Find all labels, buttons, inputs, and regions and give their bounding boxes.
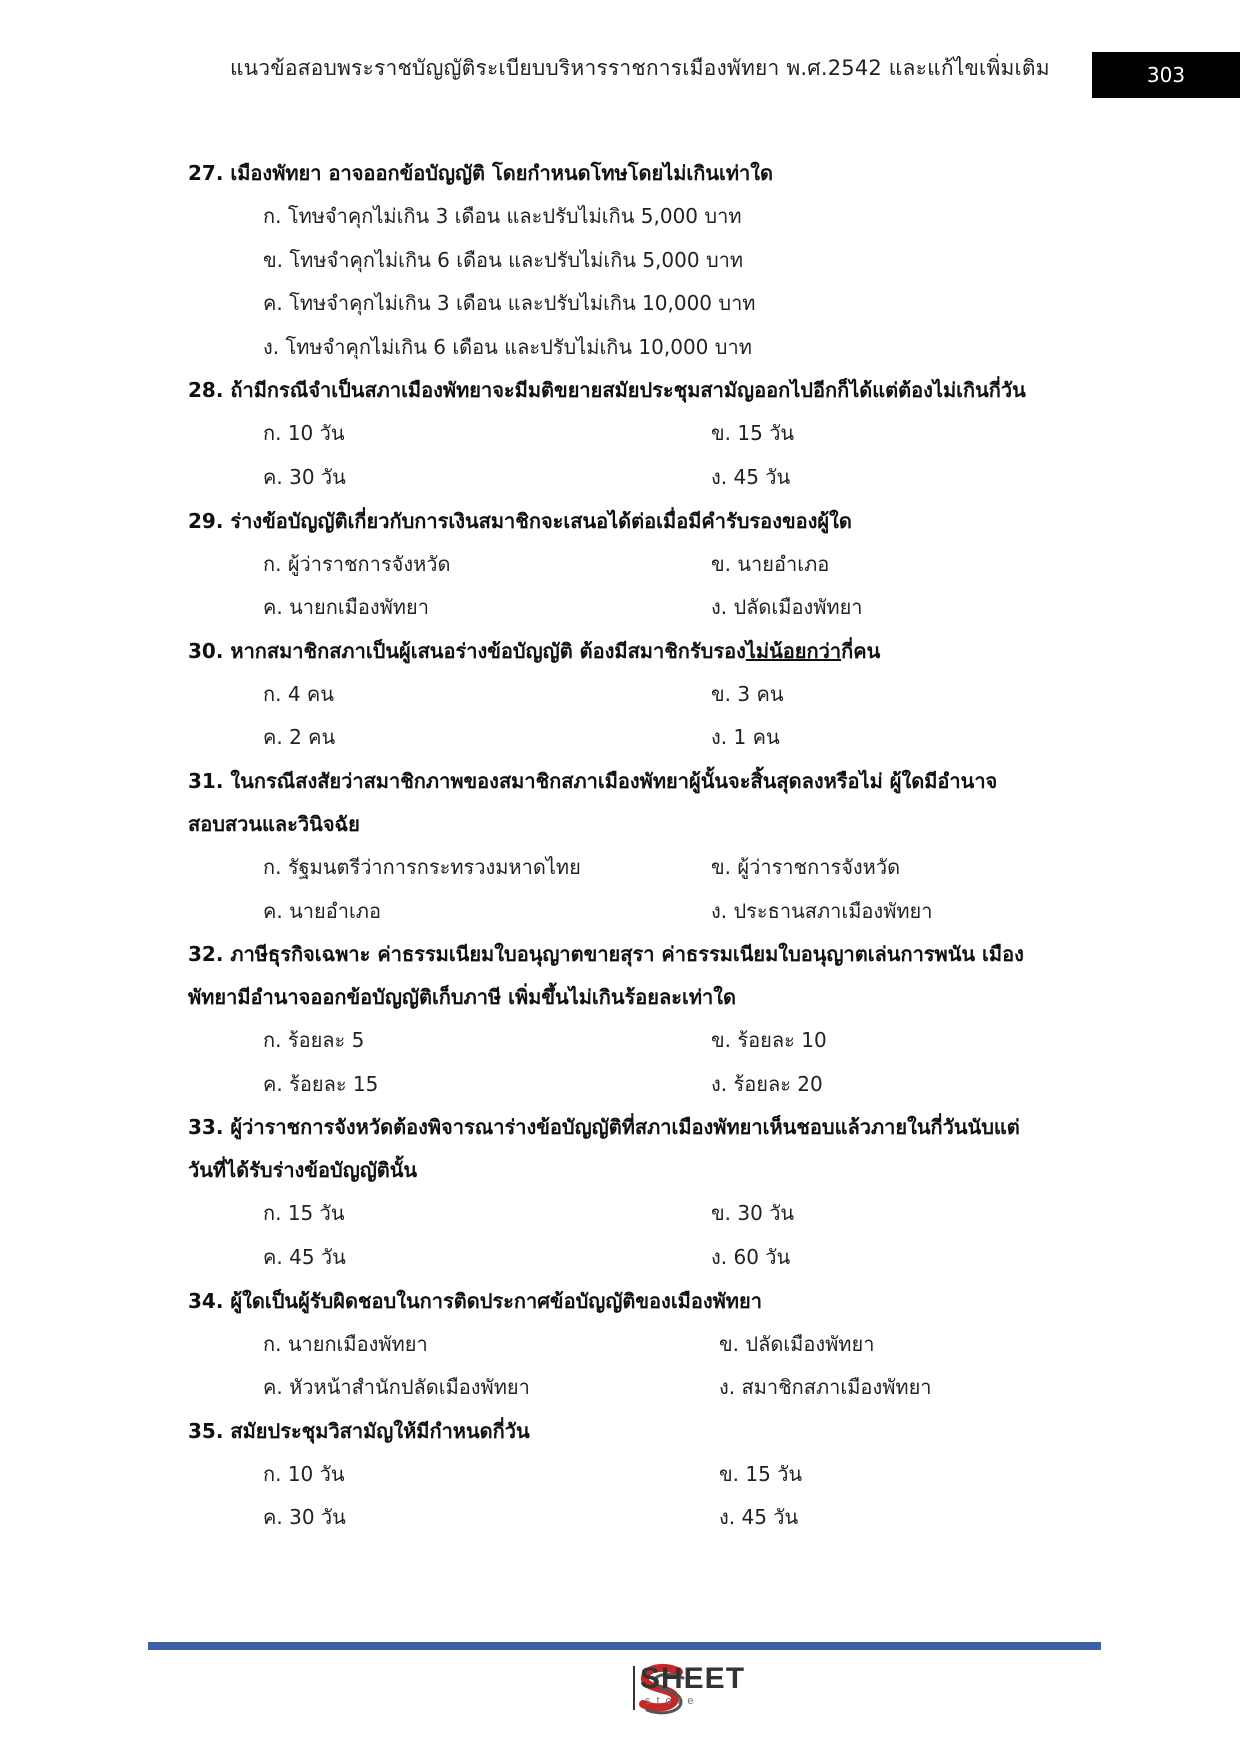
option-d: ง. สมาชิกสภาเมืองพัทยา: [719, 1375, 932, 1400]
question-34: 34. ผู้ใดเป็นผู้รับผิดชอบในการติดประกาศข้อบัญญัติของเมืองพัทยา: [188, 1288, 762, 1313]
question-33-options: [188, 1192, 1088, 1279]
question-28-options: [188, 412, 1088, 499]
logo-text: SHEET: [640, 1662, 746, 1695]
question-30-text: 30. หากสมาชิกสภาเป็นผู้เสนอร่างข้อบัญญัติ ต้องมีสมาชิกรับรอง: [188, 638, 746, 663]
question-28: 28. ถ้ามีกรณีจำเป็นสภาเมืองพัทยาจะมีมติขยายสมัยประชุมสามัญออกไปอีกก็ได้แต่ต้องไม่เกินกี่วัน: [188, 378, 1026, 403]
option-c: ค. นายกเมืองพัทยา: [263, 595, 429, 620]
question-list: [188, 152, 1088, 1540]
question-29: 29. ร่างข้อบัญญัติเกี่ยวกับการเงินสมาชิกจะเสนอได้ต่อเมื่อมีคำรับรองของผู้ใด: [188, 508, 852, 533]
question-35-options: [188, 1453, 1088, 1540]
logo-divider: [633, 1666, 635, 1710]
option-a: ก. 10 วัน: [263, 1461, 345, 1486]
logo-subtext: store: [645, 1695, 700, 1707]
option-a: ก. 10 วัน: [263, 421, 345, 446]
option-b: ข. 3 คน: [711, 681, 784, 706]
question-30: [188, 630, 1088, 673]
option-c: ค. ร้อยละ 15: [263, 1071, 379, 1096]
question-32-line1: 32. ภาษีธุรกิจเฉพาะ ค่าธรรมเนียมใบอนุญาตขายสุรา ค่าธรรมเนียมใบอนุญาตเล่นการพนัน เมือง: [188, 942, 1024, 967]
option-d: ง. ร้อยละ 20: [711, 1071, 823, 1096]
page-number: 303: [1092, 52, 1240, 98]
option-c: ค. 30 วัน: [263, 464, 346, 489]
question-29-options: [188, 543, 1088, 630]
option-a: ก. 15 วัน: [263, 1201, 345, 1226]
option-b: ข. 15 วัน: [711, 421, 795, 446]
question-33-line2: วันที่ได้รับร่างข้อบัญญัตินั้น: [188, 1158, 418, 1183]
option-b: ข. ร้อยละ 10: [711, 1028, 827, 1053]
footer-rule: [148, 1642, 1101, 1650]
question-27-options: [188, 195, 1088, 369]
option-c: ค. 45 วัน: [263, 1244, 346, 1269]
option-b: ข. ผู้ว่าราชการจังหวัด: [711, 854, 901, 879]
option-b: ข. 30 วัน: [711, 1201, 795, 1226]
option-d: ง. ประธานสภาเมืองพัทยา: [711, 898, 933, 923]
option-c: ค. หัวหน้าสำนักปลัดเมืองพัทยา: [263, 1375, 530, 1400]
option-c: ค. โทษจำคุกไม่เกิน 3 เดือน และปรับไม่เกิน 10,000 บาท: [263, 291, 756, 316]
option-b: ข. โทษจำคุกไม่เกิน 6 เดือน และปรับไม่เกิน 5,000 บาท: [263, 247, 744, 272]
option-d: ง. โทษจำคุกไม่เกิน 6 เดือน และปรับไม่เกิน 10,000 บาท: [263, 334, 752, 359]
question-31-line2: สอบสวนและวินิจฉัย: [188, 811, 360, 836]
option-a: ก. โทษจำคุกไม่เกิน 3 เดือน และปรับไม่เกิน 5,000 บาท: [263, 204, 742, 228]
question-27: 27. เมืองพัทยา อาจออกข้อบัญญัติ โดยกำหนดโทษโดยไม่เกินเท่าใด: [188, 161, 774, 185]
option-a: ก. ร้อยละ 5: [263, 1028, 365, 1053]
option-b: ข. 15 วัน: [719, 1461, 803, 1486]
option-a: ก. 4 คน: [263, 681, 334, 706]
option-d: ง. 45 วัน: [719, 1505, 799, 1530]
question-30-underlined: ไม่น้อยกว่า: [745, 638, 842, 663]
question-30-options: [188, 673, 1088, 760]
option-d: ง. 45 วัน: [711, 464, 791, 489]
question-31-line1: 31. ในกรณีสงสัยว่าสมาชิกภาพของสมาชิกสภาเมืองพัทยาผู้นั้นจะสิ้นสุดลงหรือไม่ ผู้ใดมีอำนาจ: [188, 768, 998, 793]
option-d: ง. 1 คน: [711, 725, 780, 750]
option-c: ค. 2 คน: [263, 725, 336, 750]
option-b: ข. ปลัดเมืองพัทยา: [719, 1331, 875, 1356]
question-30-text-end: กี่คน: [841, 638, 881, 663]
question-31-options: [188, 846, 1088, 933]
question-32-options: [188, 1019, 1088, 1106]
option-d: ง. 60 วัน: [711, 1244, 791, 1269]
option-a: ก. นายกเมืองพัทยา: [263, 1331, 428, 1356]
option-c: ค. 30 วัน: [263, 1505, 346, 1530]
question-35: 35. สมัยประชุมวิสามัญให้มีกำหนดกี่วัน: [188, 1418, 530, 1443]
option-d: ง. ปลัดเมืองพัทยา: [711, 595, 863, 620]
option-c: ค. นายอำเภอ: [263, 898, 381, 923]
question-32-line2: พัทยามีอำนาจออกข้อบัญญัติเก็บภาษี เพิ่มขึ้นไม่เกินร้อยละเท่าใด: [188, 985, 737, 1010]
option-b: ข. นายอำเภอ: [711, 551, 830, 576]
question-34-options: [188, 1323, 1088, 1410]
page-header-title: แนวข้อสอบพระราชบัญญัติระเบียบบริหารราชการเมืองพัทยา พ.ศ.2542 และแก้ไขเพิ่มเติม: [230, 56, 1050, 80]
question-33-line1: 33. ผู้ว่าราชการจังหวัดต้องพิจารณาร่างข้อบัญญัติที่สภาเมืองพัทยาเห็นชอบแล้วภายในกี่วันนับแต่: [188, 1115, 1020, 1140]
option-a: ก. ผู้ว่าราชการจังหวัด: [263, 551, 451, 576]
option-a: ก. รัฐมนตรีว่าการกระทรวงมหาดไทย: [263, 854, 581, 879]
